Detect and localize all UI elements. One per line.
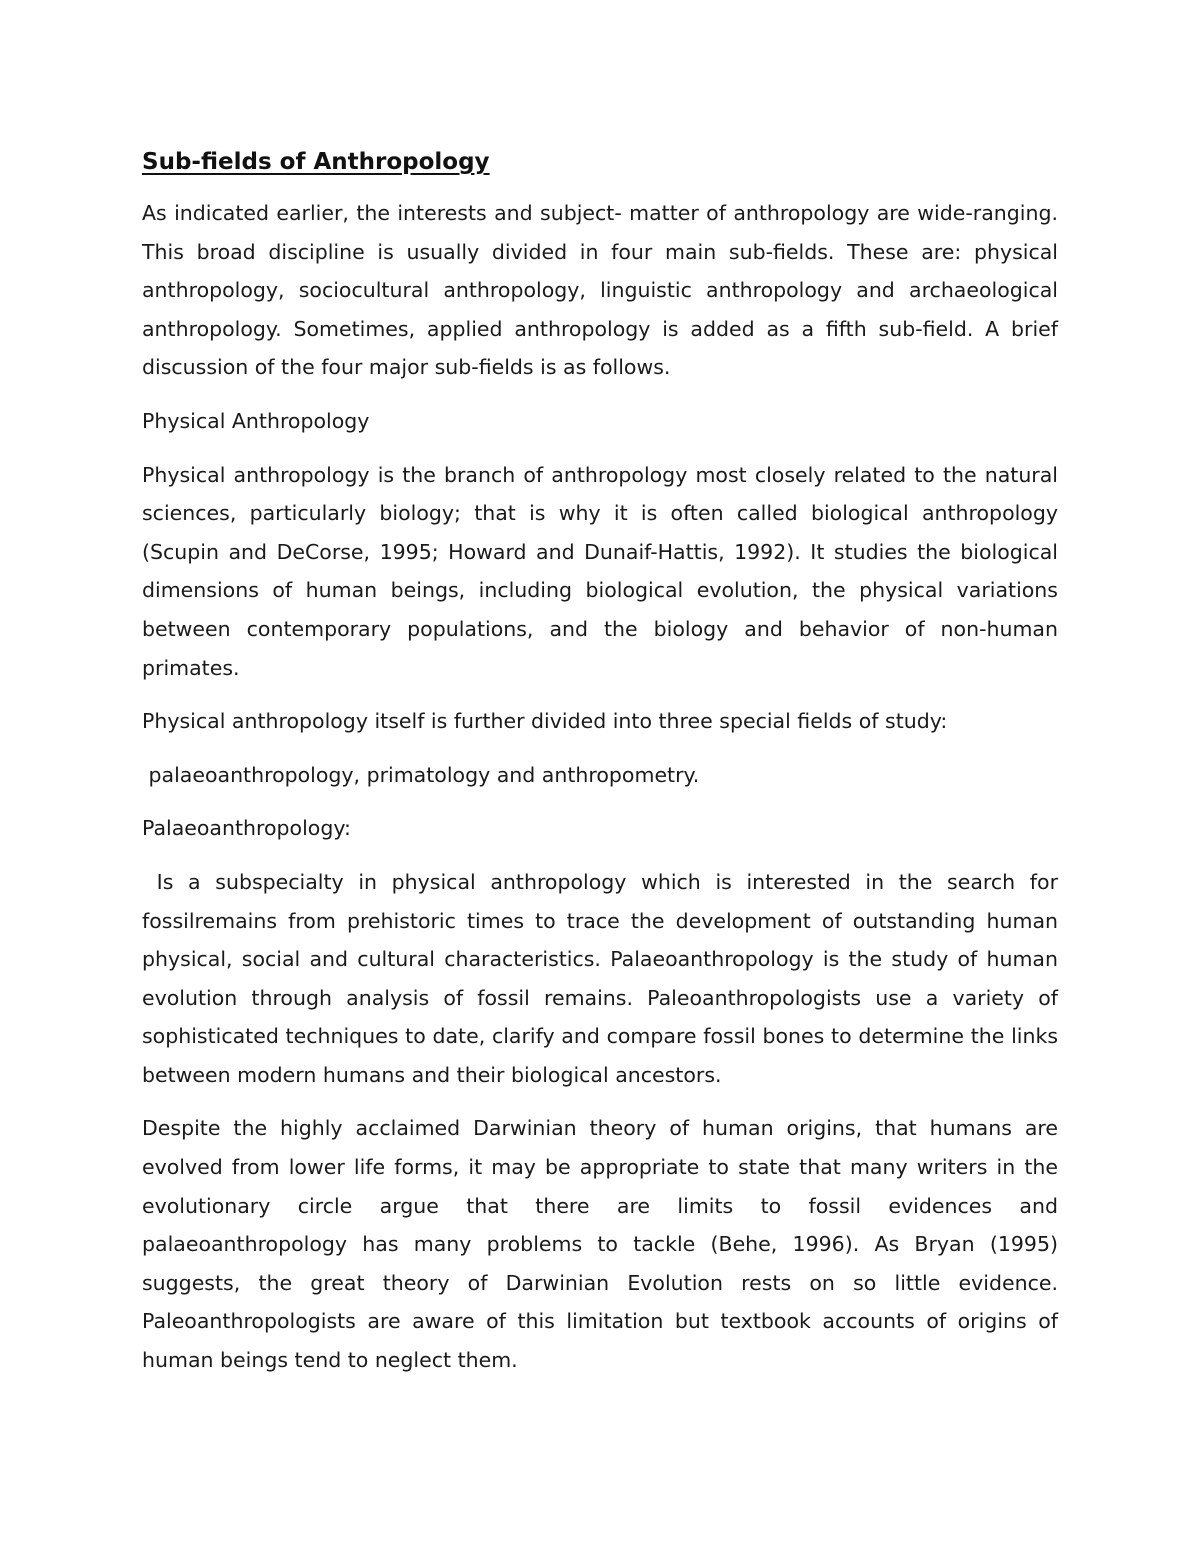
physical-anthropology-heading: Physical Anthropology — [142, 408, 370, 433]
subfields-list-line: palaeoanthropology, primatology and anthropometry. — [142, 762, 700, 787]
darwinian-theory-paragraph: Despite the highly acclaimed Darwinian theory of human origins, that humans are evolved from lower life forms, it may be appropriate to state that many writers in the evolutionary circle argue that there are limits to fossil evidences and palaeoanthropology has many problems to tackle (Behe, 1996). As Bryan (1995) suggests, the great theory of Darwinian Evolution rests on so little evidence. Paleoanthropologists are aware of this limitation but textbook accounts of origins of human beings tend to neglect them. — [142, 1116, 1058, 1373]
document-title: Sub-fields of Anthropology — [142, 149, 490, 175]
subfields-intro-line: Physical anthropology itself is further divided into three special fields of study: — [142, 709, 948, 734]
palaeoanthropology-heading: Palaeoanthropology: — [142, 816, 351, 841]
document-body — [142, 140, 1065, 1395]
palaeoanthropology-paragraph: Is a subspecialty in physical anthropology which is interested in the search for fossilremains from prehistoric times to trace the development of outstanding human physical, social and cultural characteristics. Palaeoanthropology is the study of human evolution through analysis of fossil remains. Paleoanthropologists use a variety of sophisticated techniques to date, clarify and compare fossil bones to determine the links between modern humans and their biological ancestors. — [142, 869, 1065, 1087]
intro-paragraph: As indicated earlier, the interests and subject- matter of anthropology are wide-ranging. This broad discipline is usually divided in four main sub-fields. These are: physical anthropology, sociocultural anthropology, linguistic anthropology and archaeological anthropology. Sometimes, applied anthropology is added as a fifth sub-field. A brief discussion of the four major sub-fields is as follows. — [142, 201, 1058, 380]
physical-anthropology-paragraph: Physical anthropology is the branch of anthropology most closely related to the natural sciences, particularly biology; that is why it is often called biological anthropology (Scupin and DeCorse, 1995; Howard and Dunaif-Hattis, 1992). It studies the biological dimensions of human beings, including biological evolution, the physical variations between contemporary populations, and the biology and behavior of non-human primates. — [142, 462, 1058, 680]
